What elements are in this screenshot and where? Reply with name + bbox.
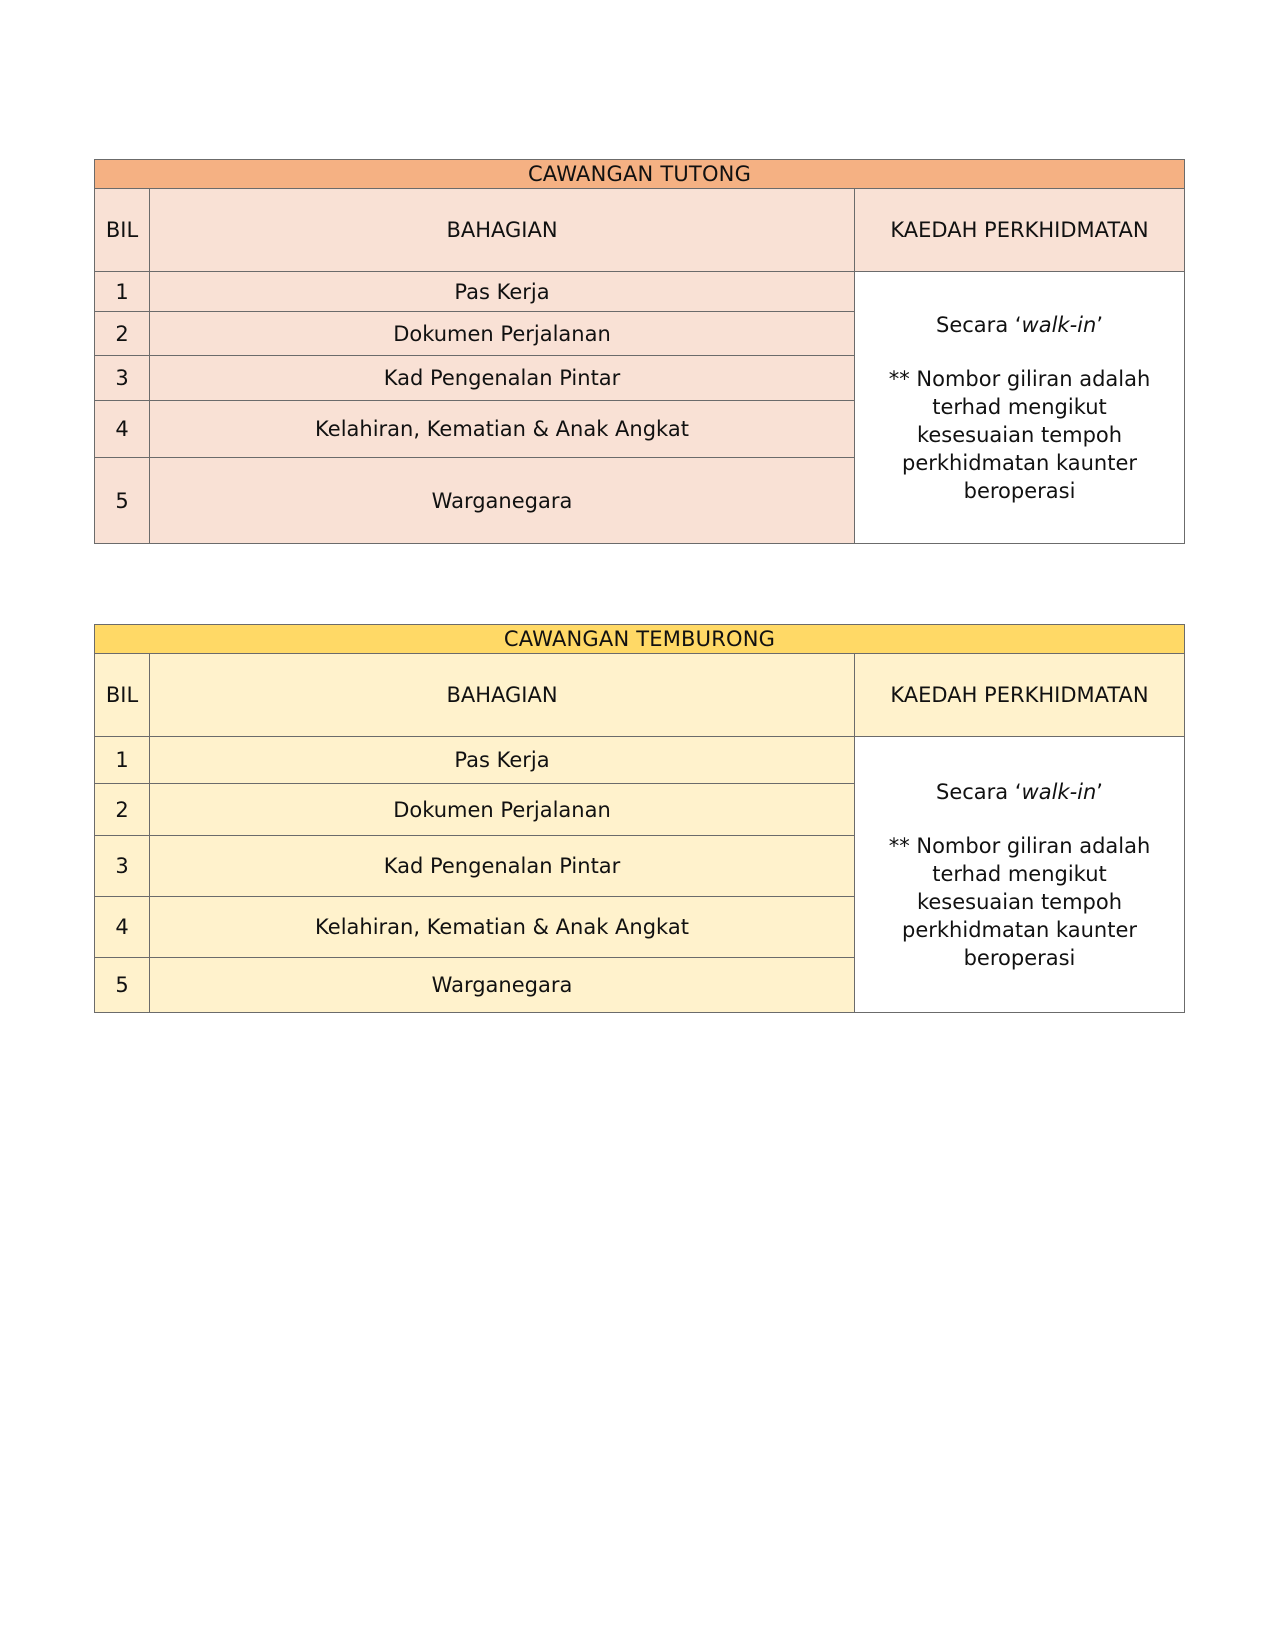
column-header-bahagian: BAHAGIAN [150, 189, 855, 272]
column-header-kaedah: KAEDAH PERKHIDMATAN [855, 654, 1185, 737]
row-number: 1 [95, 737, 150, 784]
table-title-row [95, 160, 1185, 189]
walk-in-text: Secara ‘walk-in’ [936, 779, 1103, 804]
service-method [855, 272, 1185, 544]
row-number: 4 [95, 897, 150, 958]
table-title-row [95, 625, 1185, 654]
division-name: Kad Pengenalan Pintar [150, 356, 855, 401]
division-name: Kad Pengenalan Pintar [150, 836, 855, 897]
division-name: Dokumen Perjalanan [150, 784, 855, 836]
table-title: CAWANGAN TEMBURONG [95, 625, 1185, 654]
queue-note: ** Nombor giliran adalah terhad mengikut kesesuaian tempoh perkhidmatan kaunter beroperasi [888, 366, 1151, 503]
division-name: Kelahiran, Kematian & Anak Angkat [150, 401, 855, 458]
row-number: 5 [95, 958, 150, 1013]
row-number: 1 [95, 272, 150, 312]
row-number: 5 [95, 458, 150, 544]
branch-table-tutong [94, 159, 1185, 544]
row-number: 3 [95, 356, 150, 401]
branch-table-temburong [94, 624, 1185, 1013]
walk-in-text: Secara ‘walk-in’ [936, 312, 1103, 337]
row-number: 3 [95, 836, 150, 897]
column-header-kaedah: KAEDAH PERKHIDMATAN [855, 189, 1185, 272]
division-name: Kelahiran, Kematian & Anak Angkat [150, 897, 855, 958]
queue-note: ** Nombor giliran adalah terhad mengikut kesesuaian tempoh perkhidmatan kaunter beroperasi [888, 833, 1151, 970]
row-number: 2 [95, 784, 150, 836]
row-number: 4 [95, 401, 150, 458]
table-row [95, 272, 1185, 312]
table-title: CAWANGAN TUTONG [95, 160, 1185, 189]
column-header-bahagian: BAHAGIAN [150, 654, 855, 737]
division-name: Pas Kerja [150, 737, 855, 784]
column-header-bil: BIL [95, 189, 150, 272]
table-row [95, 737, 1185, 784]
division-name: Warganegara [150, 958, 855, 1013]
table-header-row [95, 189, 1185, 272]
row-number: 2 [95, 312, 150, 356]
column-header-bil: BIL [95, 654, 150, 737]
division-name: Warganegara [150, 458, 855, 544]
division-name: Dokumen Perjalanan [150, 312, 855, 356]
service-method [855, 737, 1185, 1013]
division-name: Pas Kerja [150, 272, 855, 312]
table-header-row [95, 654, 1185, 737]
